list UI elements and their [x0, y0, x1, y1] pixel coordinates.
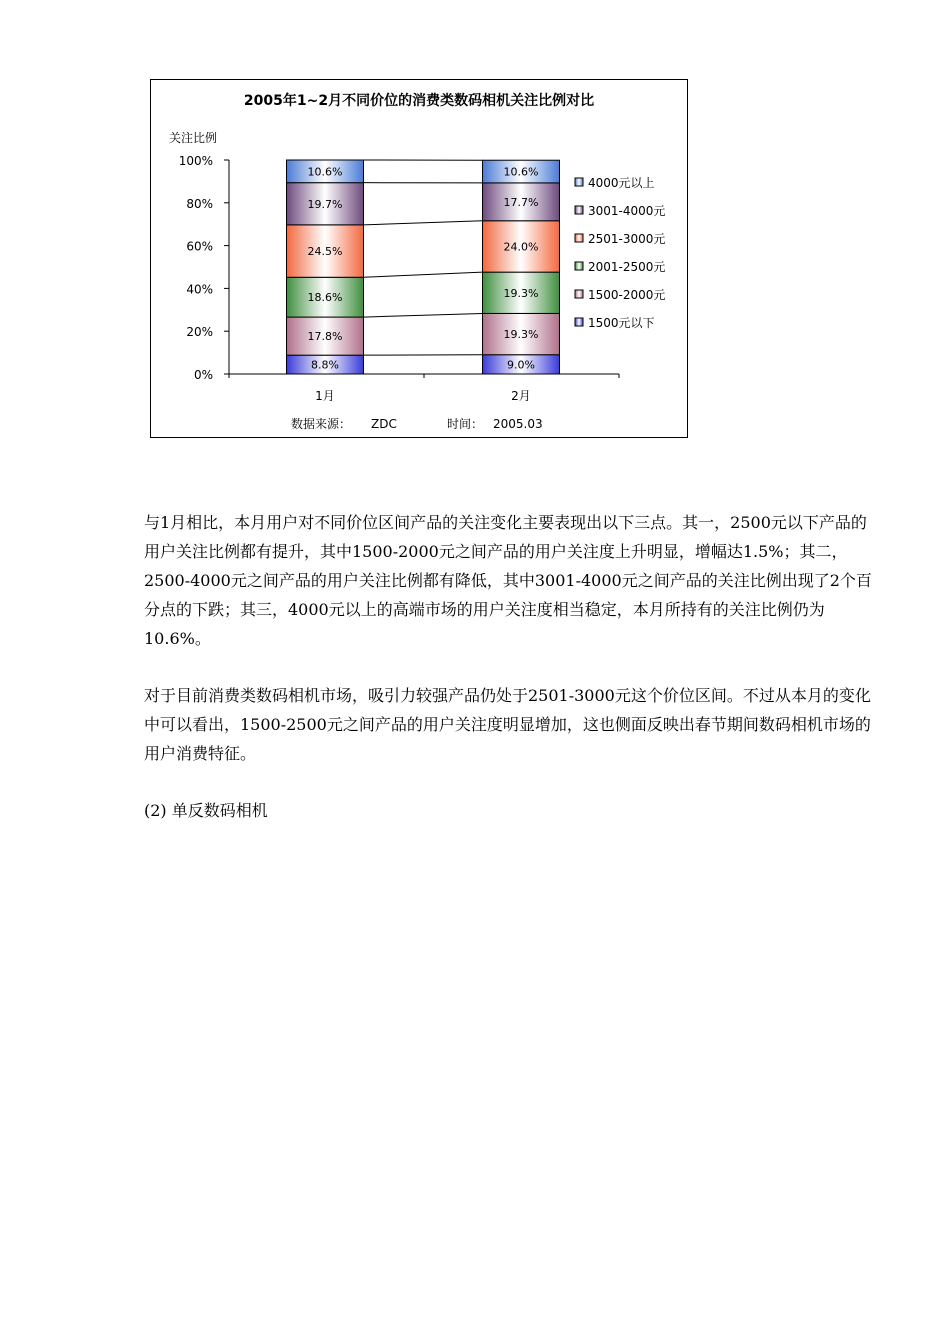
paragraph-monthly-change: 与1月相比，本月用户对不同价位区间产品的关注变化主要表现出以下三点。其一，2500元以下产品的用户关注比例都有提升，其中1500-2000元之间产品的用户关注度上升明显，增幅达1.5%；其二，2500-4000元之间产品的用户关注比例都有降低，其中3001-4000元之间产品的关注比例出现了2个百分点的下跌；其三，4000元以上的高端市场的用户关注度相当稳定，本月所持有的关注比例仍为10.6%。 — [144, 513, 872, 648]
legend-label: 2001-2500元 — [588, 260, 666, 274]
legend-swatch — [575, 318, 583, 326]
data-label: 17.8% — [307, 330, 343, 344]
y-axis-label: 关注比例 — [169, 131, 218, 145]
legend-label: 3001-4000元 — [588, 204, 666, 218]
y-tick-label: 100% — [178, 154, 213, 168]
data-label: 19.3% — [503, 328, 539, 342]
section-heading-dslr: (2) 单反数码相机 — [144, 801, 268, 820]
y-tick-label: 80% — [186, 196, 213, 211]
series-connector-line — [364, 313, 483, 317]
x-tick-label: 1月 — [315, 389, 335, 403]
data-label: 8.8% — [311, 358, 339, 372]
data-label: 19.3% — [503, 286, 539, 300]
y-tick-label: 0% — [193, 368, 213, 382]
data-label: 10.6% — [503, 165, 539, 179]
chart-container — [150, 79, 688, 438]
data-label: 9.0% — [507, 358, 535, 372]
data-label: 18.6% — [307, 291, 343, 305]
legend-label: 2501-3000元 — [588, 232, 666, 246]
legend-swatch — [575, 178, 583, 186]
chart-title: 2005年1~2月不同价位的消费类数码相机关注比例对比 — [243, 93, 595, 109]
legend-swatch — [575, 262, 583, 270]
source-label: 数据来源： — [291, 417, 352, 431]
stacked-bar-chart — [151, 80, 687, 437]
time-label: 时间： — [447, 417, 484, 431]
data-label: 10.6% — [307, 165, 343, 179]
y-tick-label: 60% — [186, 239, 213, 254]
legend-swatch — [575, 234, 583, 242]
y-tick-label: 20% — [186, 325, 213, 340]
legend-swatch — [575, 290, 583, 298]
x-tick-label: 2月 — [511, 389, 531, 403]
legend-swatch — [575, 206, 583, 214]
legend-label: 1500元以下 — [588, 316, 655, 330]
data-label: 24.5% — [307, 245, 343, 259]
series-connector-line — [364, 221, 483, 225]
paragraph-market-summary: 对于目前消费类数码相机市场，吸引力较强产品仍处于2501-3000元这个价位区间。不过从本月的变化中可以看出，1500-2500元之间产品的用户关注度明显增加，这也侧面反映出春节期间数码相机市场的用户消费特征。 — [144, 686, 871, 763]
legend-label: 4000元以上 — [588, 176, 655, 190]
data-label: 17.7% — [503, 195, 539, 209]
data-label: 19.7% — [307, 197, 343, 211]
source-value: ZDC — [371, 417, 397, 431]
y-tick-label: 40% — [186, 282, 213, 297]
time-value: 2005.03 — [493, 417, 543, 431]
legend-label: 1500-2000元 — [588, 288, 666, 302]
series-connector-line — [364, 272, 483, 277]
data-label: 24.0% — [503, 240, 539, 254]
